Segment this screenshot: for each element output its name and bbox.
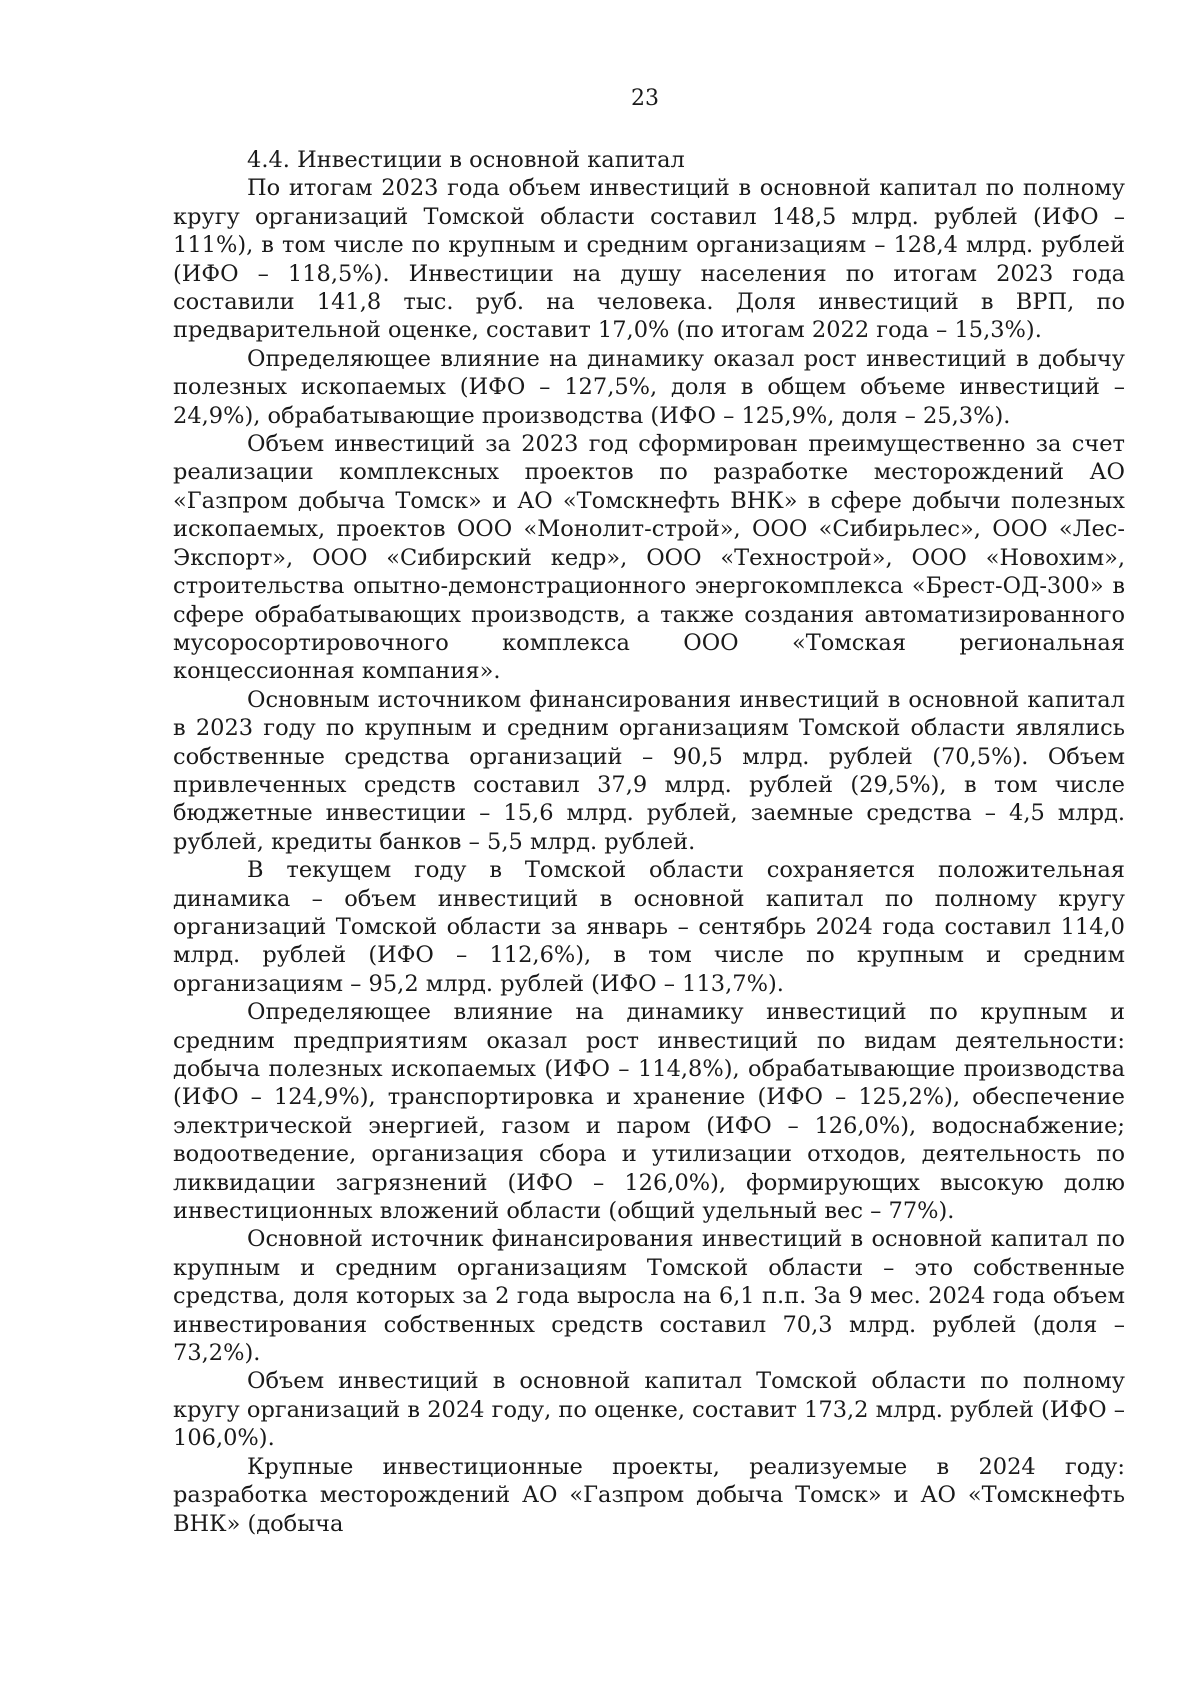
- paragraph: Крупные инвестиционные проекты, реализуемые в 2024 году: разработка месторождений АО «Газпром добыча Томск» и АО «Томскнефть ВНК» (добыча: [173, 1453, 1125, 1537]
- paragraph: Определяющее влияние на динамику оказал рост инвестиций в добычу полезных ископаемых (ИФО – 127,5%, доля в общем объеме инвестиций – 24,9%), обрабатывающие производства (ИФО – 125,9%, доля – 25,3%).: [173, 345, 1125, 429]
- page-number: 23: [631, 86, 659, 111]
- paragraph: Основной источник финансирования инвестиций в основной капитал по крупным и средним организациям Томской области – это собственные средства, доля которых за 2 года выросла на 6,1 п.п. За 9 мес. 2024 года объем инвестирования собственных средств составил 70,3 млрд. рублей (доля – 73,2%).: [173, 1226, 1125, 1367]
- paragraph: В текущем году в Томской области сохраняется положительная динамика – объем инвестиций в основной капитал по полному кругу организаций Томской области за январь – сентябрь 2024 года составил 114,0 млрд. рублей (ИФО – 112,6%), в том числе по крупным и средним организациям – 95,2 млрд. рублей (ИФО – 113,7%).: [173, 857, 1125, 997]
- document-body: [173, 146, 1125, 1538]
- paragraph: Определяющее влияние на динамику инвестиций по крупным и средним предприятиям оказал рост инвестиций по видам деятельности: добыча полезных ископаемых (ИФО – 114,8%), обрабатывающие производства (ИФО – 124,9%), транспортировка и хранение (ИФО – 125,2%), обеспечение электрической энергией, газом и паром (ИФО – 126,0%), водоснабжение; водоотведение, организация сбора и утилизации отходов, деятельность по ликвидации загрязнений (ИФО – 126,0%), формирующих высокую долю инвестиционных вложений области (общий удельный вес – 77%).: [173, 999, 1125, 1225]
- section-heading: 4.4. Инвестиции в основной капитал: [247, 147, 685, 173]
- paragraph: Объем инвестиций за 2023 год сформирован преимущественно за счет реализации комплексных проектов по разработке месторождений АО «Газпром добыча Томск» и АО «Томскнефть ВНК» в сфере добычи полезных ископаемых, проектов ООО «Монолит-строй», ООО «Сибирьлес», ООО «Лес-Экспорт», ООО «Сибирский кедр», ООО «Технострой», ООО «Новохим», строительства опытно-демонстрационного энергокомплекса «Брест-ОД-300» в сфере обрабатывающих производств, а также создания автоматизированного мусоросортировочного комплекса ООО «Томская региональная концессионная компания».: [173, 431, 1125, 685]
- paragraph: Объем инвестиций в основной капитал Томской области по полному кругу организаций в 2024 году, по оценке, составит 173,2 млрд. рублей (ИФО – 106,0%).: [173, 1368, 1125, 1452]
- paragraph: По итогам 2023 года объем инвестиций в основной капитал по полному кругу организаций Томской области составил 148,5 млрд. рублей (ИФО – 111%), в том числе по крупным и средним организациям – 128,4 млрд. рублей (ИФО – 118,5%). Инвестиции на душу населения по итогам 2023 года составили 141,8 тыс. руб. на человека. Доля инвестиций в ВРП, по предварительной оценке, составит 17,0% (по итогам 2022 года – 15,3%).: [173, 175, 1125, 344]
- paragraph: Основным источником финансирования инвестиций в основной капитал в 2023 году по крупным и средним организациям Томской области являлись собственные средства организаций – 90,5 млрд. рублей (70,5%). Объем привлеченных средств составил 37,9 млрд. рублей (29,5%), в том числе бюджетные инвестиции – 15,6 млрд. рублей, заемные средства – 4,5 млрд. рублей, кредиты банков – 5,5 млрд. рублей.: [173, 686, 1125, 855]
